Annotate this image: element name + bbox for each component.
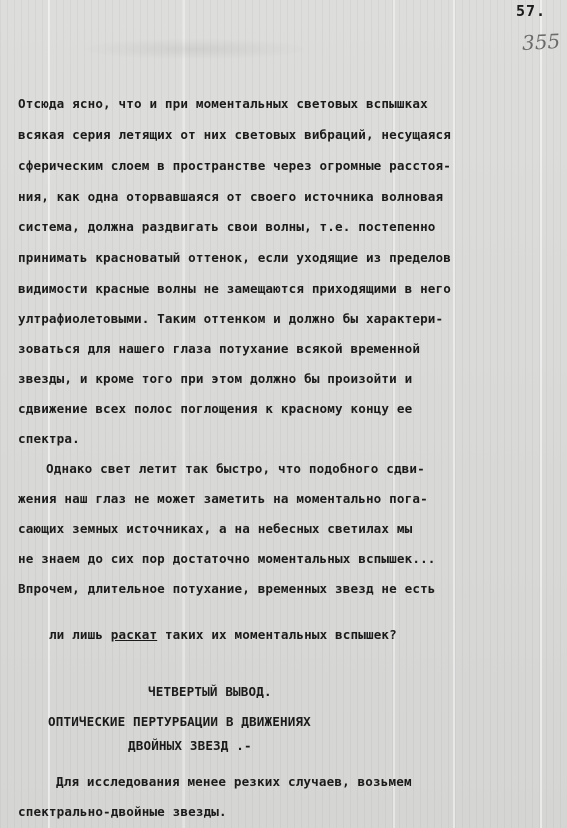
section-heading: ЧЕТВЕРТЫЙ ВЫВОД. (148, 684, 272, 699)
text-line (18, 611, 397, 659)
text-line: всякая серия летящих от них световых вибраций, несущаяся (18, 127, 451, 142)
section-subheading: ДВОЙНЫХ ЗВЕЗД .- (128, 738, 252, 753)
text-line: Отсюда ясно, что и при моментальных световых вспышках (18, 96, 428, 111)
text-line: спектрально-двойные звезды. (18, 804, 227, 819)
text-line: принимать красноватый оттенок, если уходящие из пределов (18, 250, 451, 265)
text-line: звезды, и кроме того при этом должно бы произойти и (18, 371, 413, 386)
text-line: спектра. (18, 431, 80, 446)
text-line: зоваться для нашего глаза потухание всякой временной (18, 341, 421, 356)
text-line: ултрафиолетовыми. Таким оттенком и должно бы характери- (18, 311, 444, 326)
text-line: видимости красные волны не замещаются приходящими в него (18, 281, 451, 296)
text-line: сдвижение всех полос поглощения к красному концу ее (18, 401, 413, 416)
text-line: Однако свет летит так быстро, что подобного сдви- (46, 461, 425, 476)
text-line: Для исследования менее резких случаев, возьмем (56, 774, 412, 789)
section-subheading: ОПТИЧЕСКИЕ ПЕРТУРБАЦИИ В ДВИЖЕНИЯХ (48, 714, 311, 729)
page-number: 57. (516, 2, 547, 20)
text-line: не знаем до сих пор достаточно моментальных вспышек... (18, 551, 436, 566)
text-line: Впрочем, длительное потухание, временных звезд не есть (18, 581, 436, 596)
text-line: сферическим слоем в пространстве через огромные расстоя- (18, 158, 451, 173)
text-fragment: таких их моментальных вспышек? (164, 627, 397, 642)
text-line: ния, как одна оторвавшаяся от своего источника волновая (18, 189, 444, 204)
text-fragment: ли лишь (48, 627, 104, 642)
scan-streak (540, 0, 542, 828)
paper-smudge (70, 38, 320, 60)
text-line: сающих земных источниках, а на небесных светилах мы (18, 521, 413, 536)
text-line: система, должна раздвигать свои волны, т.е. постепенно (18, 219, 436, 234)
archive-folio-mark: 355 (521, 29, 561, 55)
text-line: жения наш глаз не может заметить на моментально пога- (18, 491, 428, 506)
underlined-word: раскат (110, 627, 158, 642)
scan-streak (453, 0, 455, 828)
